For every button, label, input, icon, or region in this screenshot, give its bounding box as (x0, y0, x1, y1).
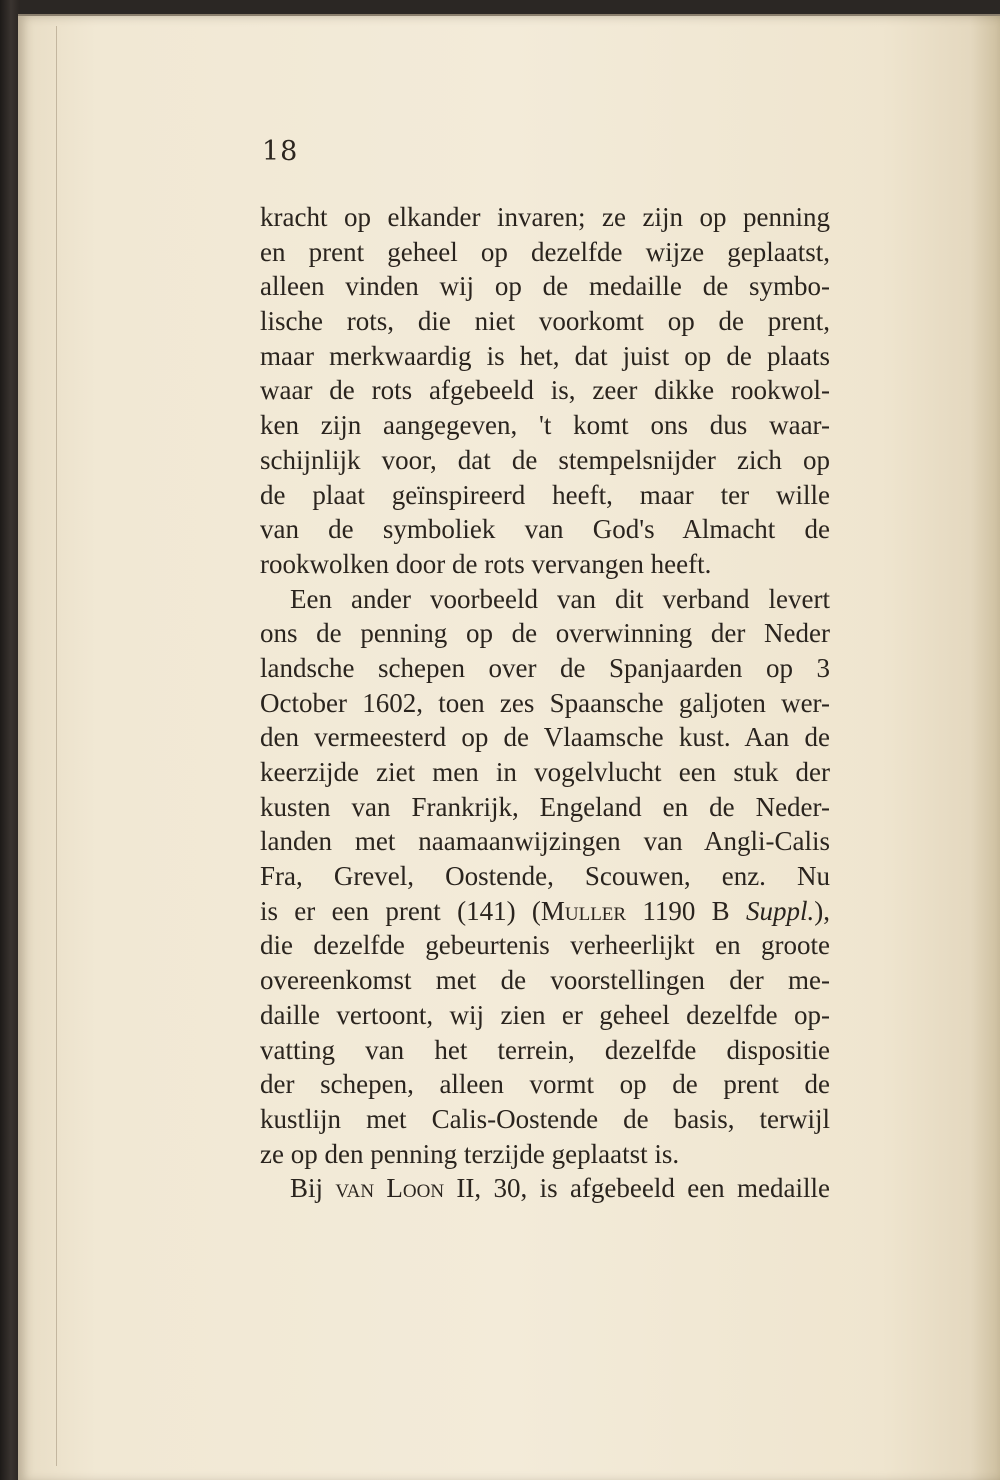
text-line: de plaat geïnspireerd heeft, maar ter wille (260, 479, 830, 510)
text-segment: is er een prent (141) ( (260, 895, 541, 926)
text-line: ze op den penning terzijde geplaatst is. (260, 1138, 680, 1169)
text-segment: II, 30, is afgebeeld een medaille (444, 1173, 830, 1204)
text-line: ons de penning op de overwinning der Neder (260, 618, 830, 649)
text-line: den vermeesterd op de Vlaamsche kust. Aan de (260, 722, 830, 753)
author-smallcaps: van Loon (335, 1173, 445, 1204)
text-line: October 1602, toen zes Spaansche galjoten wer- (260, 687, 830, 718)
text-line: en prent geheel op dezelfde wijze geplaatst, (260, 236, 830, 267)
text-line: der schepen, alleen vormt op de prent de (260, 1069, 830, 1100)
text-line: kusten van Frankrijk, Engeland en de Neder- (260, 791, 830, 822)
page-number: 18 (262, 136, 299, 167)
text-line: alleen vinden wij op de medaille de symbo- (260, 271, 830, 302)
text-line-citation (260, 894, 830, 929)
text-line: daille vertoont, wij zien er geheel dezelfde op- (260, 999, 830, 1030)
italic-reference: Suppl. (745, 895, 815, 926)
text-line: landsche schepen over de Spanjaarden op 3 (260, 652, 830, 683)
text-line: die dezelfde gebeurtenis verheerlijkt en groote (260, 930, 830, 961)
text-line: ken zijn aangegeven, 't komt ons dus waar- (260, 410, 830, 441)
text-line: van de symboliek van God's Almacht de (260, 514, 830, 545)
text-line: vatting van het terrein, dezelfde dispositie (260, 1034, 830, 1065)
text-line: waar de rots afgebeeld is, zeer dikke rookwol- (260, 375, 830, 406)
text-line: kustlijn met Calis-Oostende de basis, terwijl (260, 1103, 830, 1134)
text-line: kracht op elkander invaren; ze zijn op penning (260, 202, 830, 232)
author-smallcaps: Muller (540, 895, 627, 926)
paragraph-start-line-citation (260, 1171, 830, 1206)
text-line: rookwolken door de rots vervangen heeft. (260, 548, 712, 579)
body-text (260, 200, 830, 1206)
text-line: keerzijde ziet men in vogelvlucht een stuk der (260, 757, 830, 787)
text-line: overeenkomst met de voorstellingen der me- (260, 965, 830, 996)
page-edge-line (56, 26, 57, 1466)
text-line: maar merkwaardig is het, dat juist op de plaats (260, 340, 830, 371)
text-line: schijnlijk voor, dat de stempelsnijder zich op (260, 444, 830, 475)
text-segment: ), (814, 895, 830, 926)
text-line: Fra, Grevel, Oostende, Scouwen, enz. Nu (260, 861, 830, 892)
paragraph-start-line: Een ander voorbeeld van dit verband levert (290, 583, 830, 614)
text-line: landen met naamaanwijzingen van Angli-Calis (260, 826, 830, 857)
book-spine (0, 0, 20, 1480)
text-segment: 1190 B (626, 895, 746, 926)
text-line: lische rots, die niet voorkomt op de prent, (260, 306, 830, 337)
text-segment: Bij (290, 1173, 336, 1204)
